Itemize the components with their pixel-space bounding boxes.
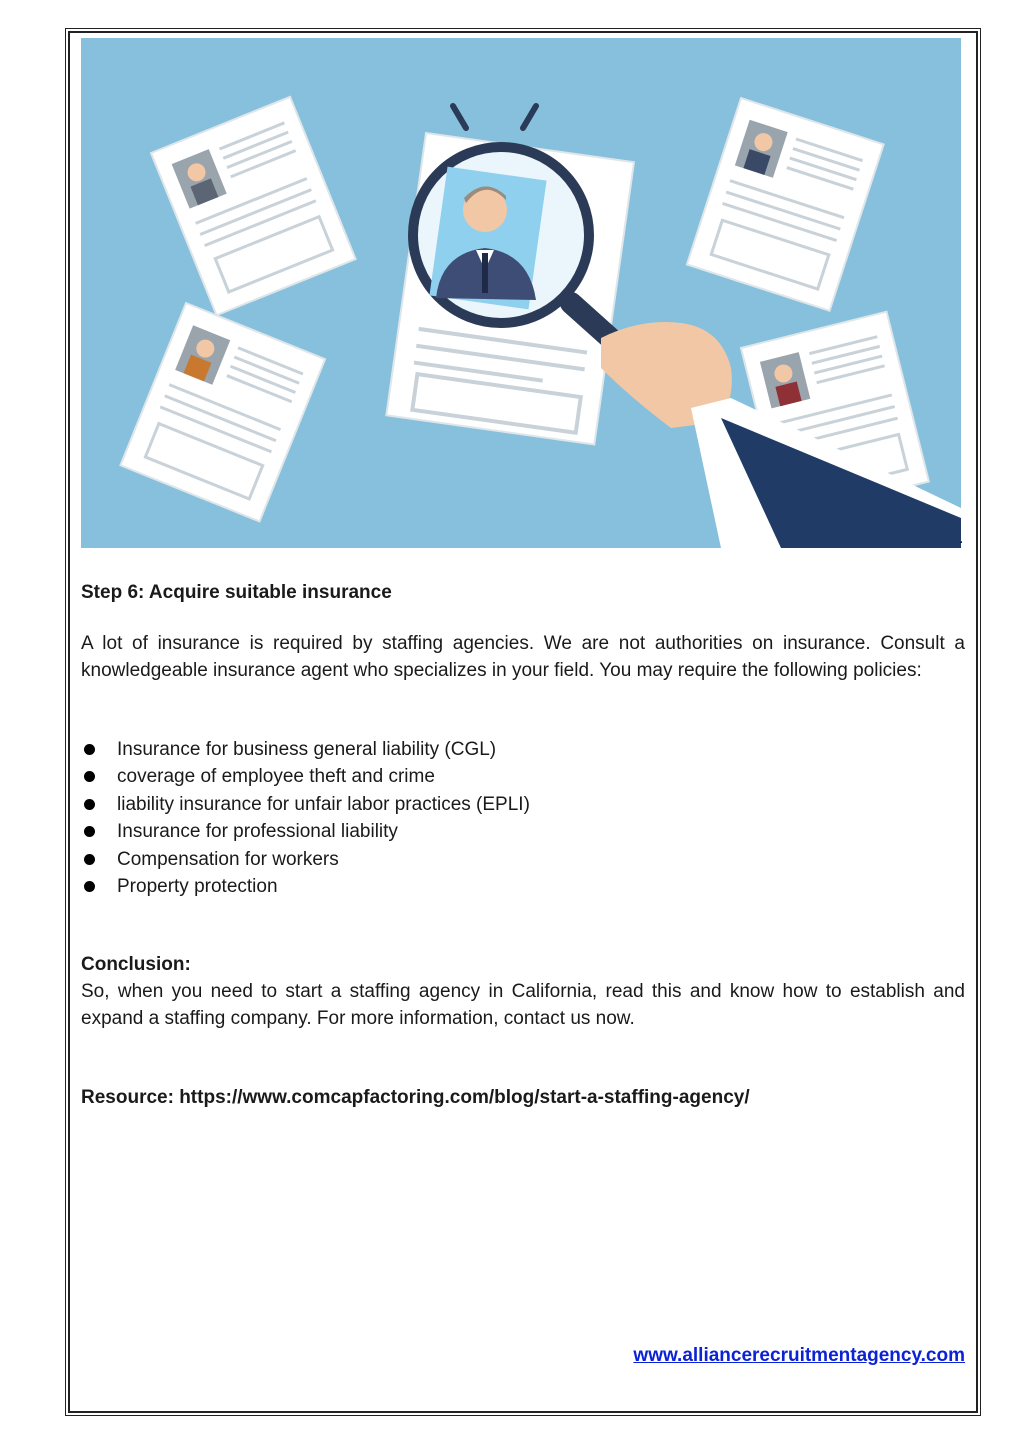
policy-text: Property protection <box>117 875 278 897</box>
policy-text: coverage of employee theft and crime <box>117 766 435 788</box>
policy-list <box>81 736 965 900</box>
list-item <box>81 818 965 845</box>
resource-line: Resource: https://www.comcapfactoring.com/blog/start-a-staffing-agency/ <box>81 1087 750 1108</box>
bullet-icon <box>84 881 95 892</box>
policy-text: Insurance for business general liability (CGL) <box>117 739 497 760</box>
list-item <box>81 846 965 873</box>
bullet-icon <box>84 744 95 755</box>
policy-list-container <box>81 736 965 900</box>
bullet-icon <box>84 799 95 810</box>
conclusion-paragraph: So, when you need to start a staffing agency in California, read this and know how to establish and expand a staffing company. For more information, contact us now. <box>81 981 965 1029</box>
step-heading: Step 6: Acquire suitable insurance <box>81 582 392 603</box>
policy-text: Compensation for workers <box>117 848 339 870</box>
list-item <box>81 873 965 900</box>
footer-website-link[interactable]: www.alliancerecruitmentagency.com <box>633 1345 965 1366</box>
bullet-icon <box>84 854 95 865</box>
policy-text: liability insurance for unfair labor practices (EPLI) <box>117 793 530 815</box>
hero-illustration <box>81 38 964 548</box>
hero-caption-dot: . <box>959 530 964 547</box>
list-item <box>81 791 965 818</box>
intro-paragraph: A lot of insurance is required by staffing agencies. We are not authorities on insurance. Consult a knowledgeable insurance agent who specializes in your field. You may require the following policies: <box>81 633 965 681</box>
bullet-icon <box>84 771 95 782</box>
conclusion-heading: Conclusion: <box>81 954 191 975</box>
list-item <box>81 736 965 763</box>
list-item <box>81 763 965 790</box>
policy-text: Insurance for professional liability <box>117 821 398 843</box>
bullet-icon <box>84 826 95 837</box>
